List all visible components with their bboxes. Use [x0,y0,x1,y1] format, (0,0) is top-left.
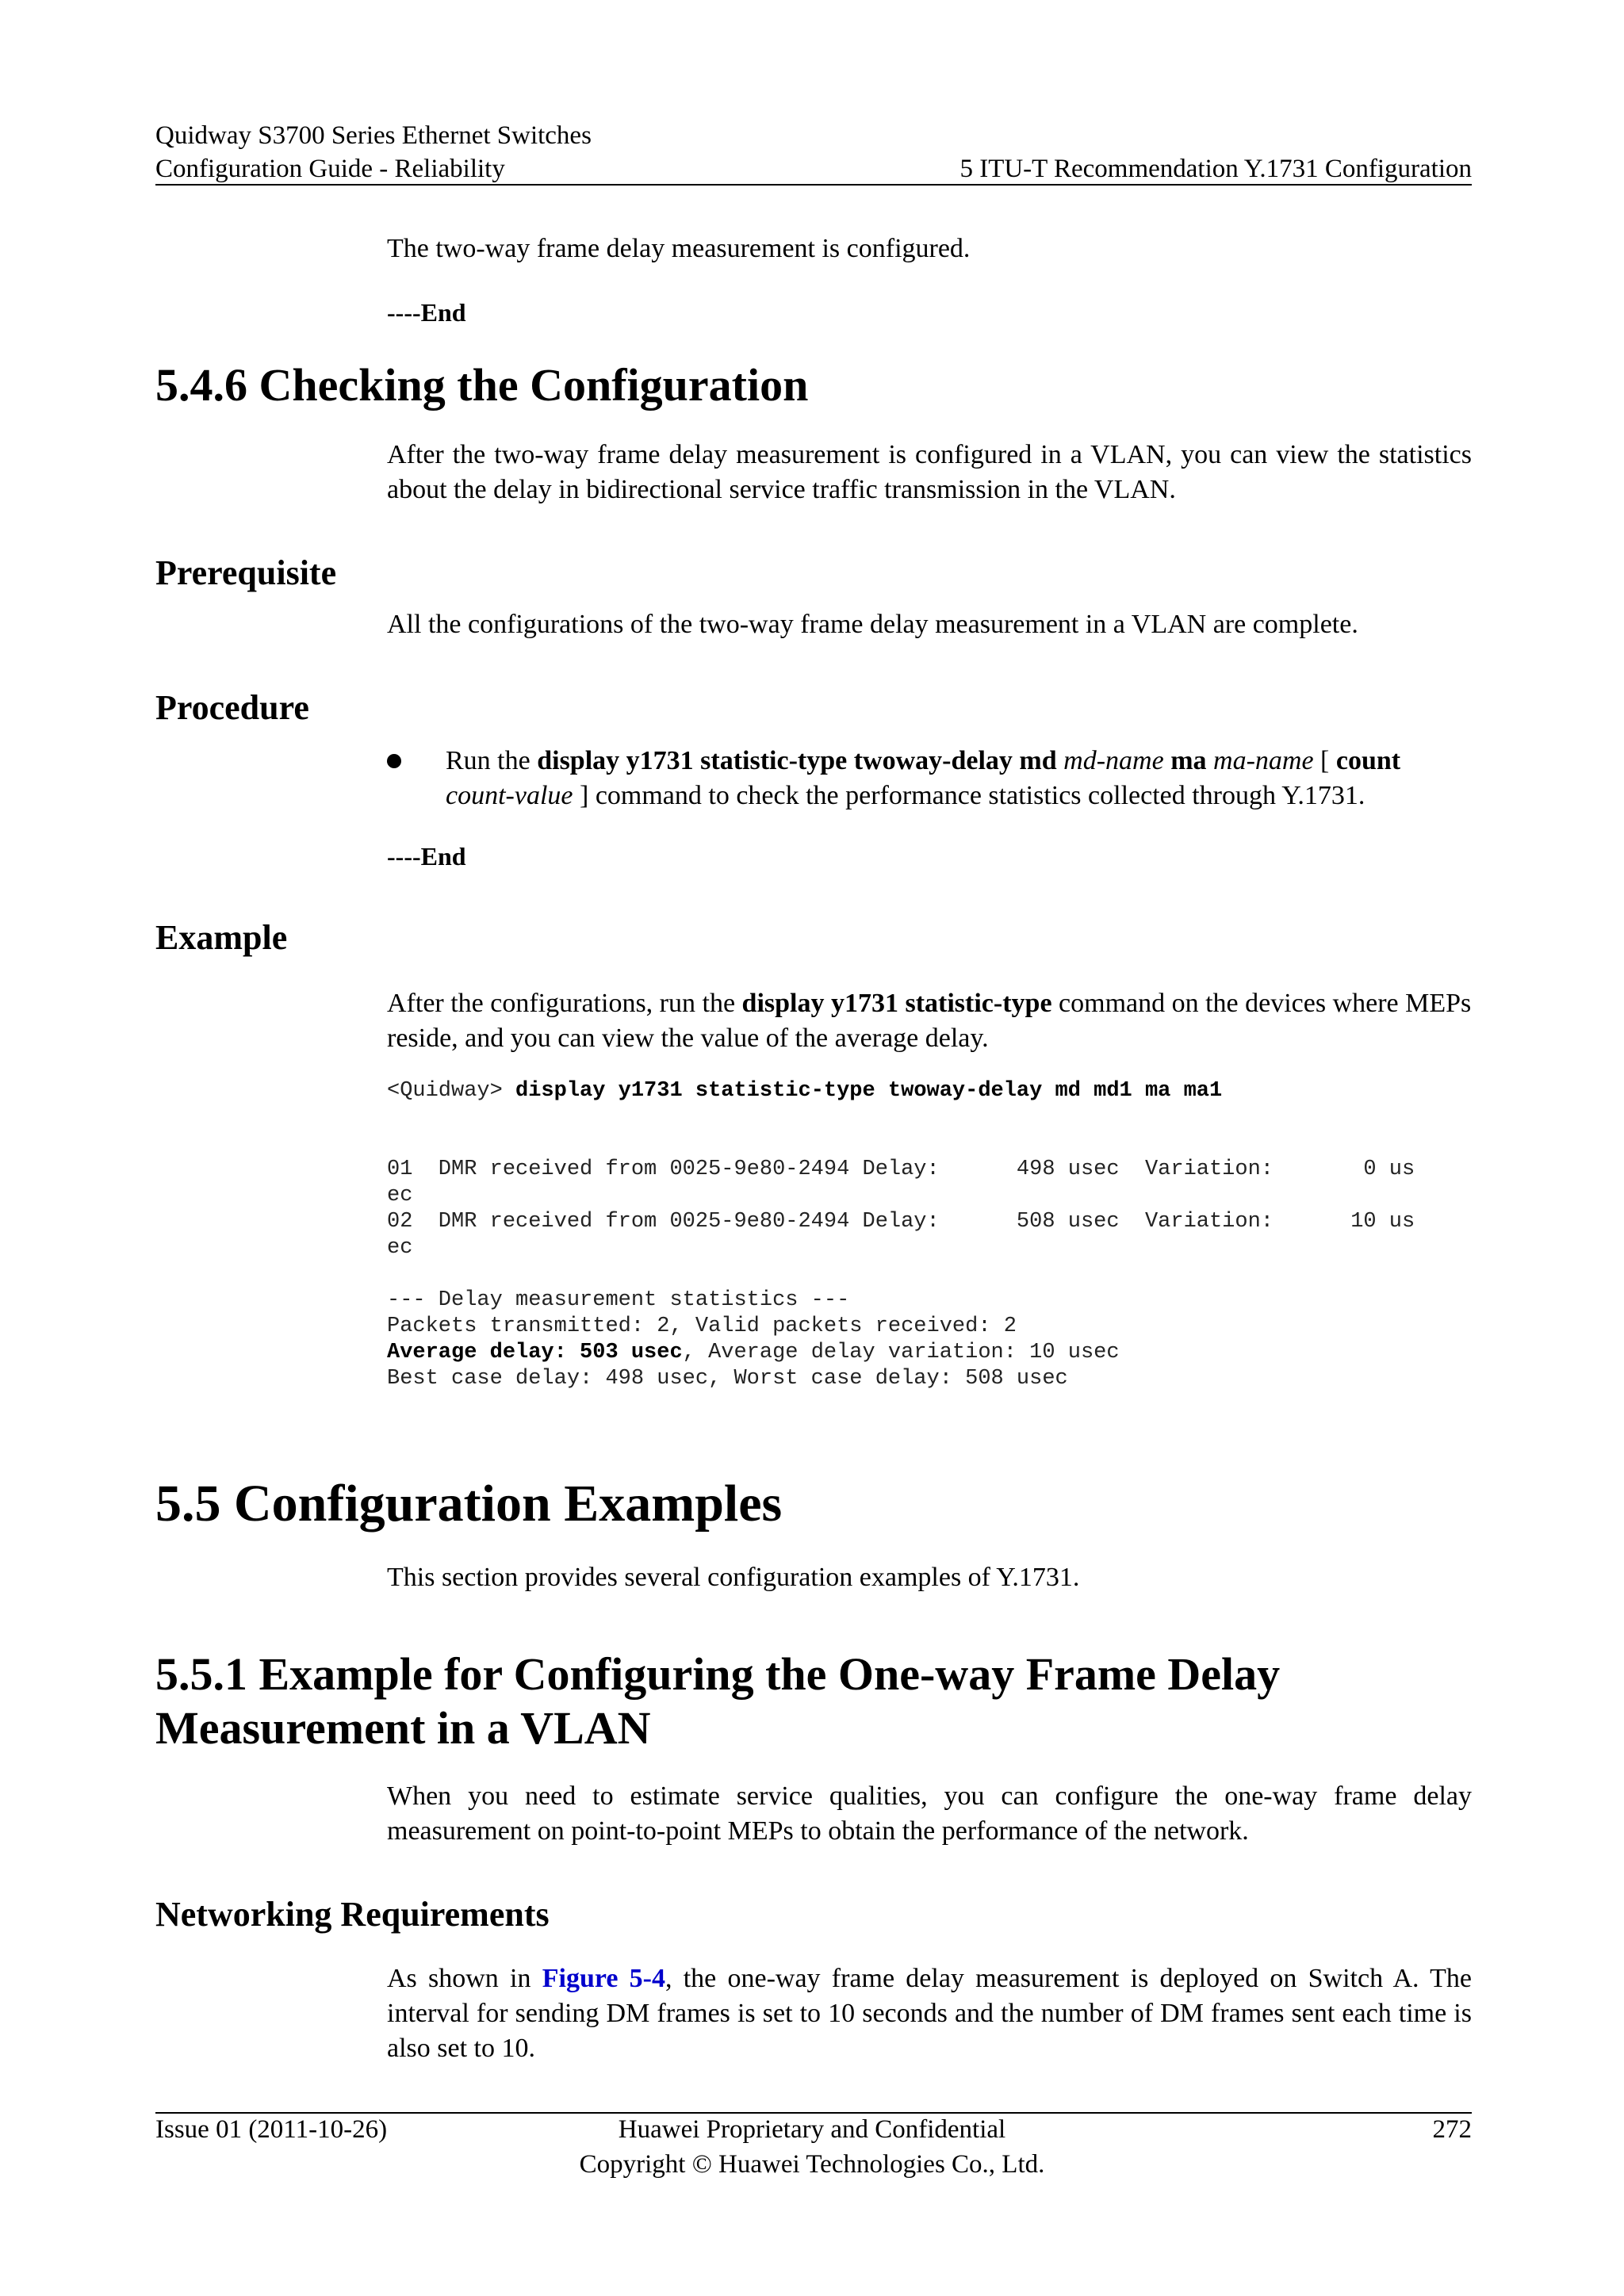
header-chapter: 5 ITU-T Recommendation Y.1731 Configuration [959,155,1472,183]
code-command: display y1731 statistic-type twoway-delay md md1 ma ma1 [515,1079,1223,1103]
code-line-2-wrap: ec [387,1236,413,1260]
procedure-kw-ma: ma [1170,746,1207,775]
code-stats-header: --- Delay measurement statistics --- [387,1288,850,1312]
prerequisite-text: All the configurations of the two-way frame delay measurement in a VLAN are complete. [387,610,1358,639]
example-text-post: command on the devices where MEPs reside, and you can view the value of the average delay. [387,989,1472,1053]
procedure-kw-count: count [1335,746,1401,775]
example-text-pre: After the configurations, run the [387,989,742,1018]
code-average-delay: Average delay: 503 usec [387,1341,683,1364]
procedure-command: display y1731 statistic-type twoway-delay md [537,746,1057,775]
footer-issue: Issue 01 (2011-10-26) [155,2115,388,2144]
code-prompt: <Quidway> [387,1079,516,1103]
code-average-variation: , Average delay variation: 10 usec [682,1341,1120,1364]
section-title-5-4-6: 5.4.6 Checking the Configuration [155,359,809,411]
code-line-1-wrap: ec [387,1184,413,1207]
procedure-end-mark: ----End [387,842,466,871]
header-product-line: Quidway S3700 Series Ethernet Switches [155,121,592,150]
networking-heading: Networking Requirements [155,1895,550,1934]
example-heading: Example [155,918,288,957]
section-title-5-5-1-line2: Measurement in a VLAN [155,1702,651,1754]
procedure-step [446,744,1472,813]
procedure-arg-count-value: count-value [446,781,573,810]
bullet-icon [387,754,401,768]
networking-text-pre: As shown in [387,1964,542,1993]
footer-confidential: Huawei Proprietary and Confidential [618,2115,1006,2144]
procedure-arg-md-name: md-name [1063,746,1164,775]
header-rule [155,184,1472,186]
header-guide-title: Configuration Guide - Reliability [155,155,505,183]
section-intro-5-4-6: After the two-way frame delay measurement is configured in a VLAN, you can view the statistics about the delay in bidirectional service traffic transmission in the VLAN. [387,440,1472,504]
networking-text-post: , the one-way frame delay measurement is deployed on Switch A. The interval for sending DM frames is set to 10 seconds and the number of DM frames sent each time is also set to 10. [387,1964,1472,2063]
prerequisite-heading: Prerequisite [155,553,337,592]
procedure-rest: ] command to check the performance statistics collected through Y.1731. [580,781,1365,810]
configured-text: The two-way frame delay measurement is configured. [387,234,971,263]
code-line-2: 02 DMR received from 0025-9e80-2494 Delay: 508 usec Variation: 10 us [387,1210,1415,1234]
code-packets: Packets transmitted: 2, Valid packets received: 2 [387,1314,1017,1338]
code-line-1: 01 DMR received from 0025-9e80-2494 Delay: 498 usec Variation: 0 us [387,1158,1415,1181]
section-intro-5-5: This section provides several configuration examples of Y.1731. [387,1563,1080,1592]
footer-page-number: 272 [1432,2115,1472,2144]
example-text [387,986,1472,1056]
procedure-heading: Procedure [155,688,309,727]
figure-5-4-link[interactable]: Figure 5-4 [542,1964,665,1993]
footer-copyright: Copyright © Huawei Technologies Co., Ltd. [579,2150,1045,2179]
code-average [387,1340,1120,1366]
code-best-worst: Best case delay: 498 usec, Worst case delay: 508 usec [387,1367,1068,1391]
example-command: display y1731 statistic-type [741,989,1052,1018]
section-title-5-5-1 [155,1647,1280,1755]
footer-center [416,2112,1208,2182]
page-header [155,119,1472,186]
networking-text [387,1961,1472,2066]
procedure-arg-ma-name: ma-name [1213,746,1314,775]
section-intro-5-5-1: When you need to estimate service qualities, you can configure the one-way frame delay measurement on point-to-point MEPs to obtain the performance of the network. [387,1781,1472,1846]
code-command-line [387,1078,1222,1104]
end-mark: ----End [387,298,466,327]
section-title-5-5: 5.5 Configuration Examples [155,1475,783,1533]
procedure-bracket: [ [1320,746,1330,775]
procedure-run: Run the [446,746,538,775]
section-title-5-5-1-line1: 5.5.1 Example for Configuring the One-way Frame Delay [155,1648,1281,1700]
